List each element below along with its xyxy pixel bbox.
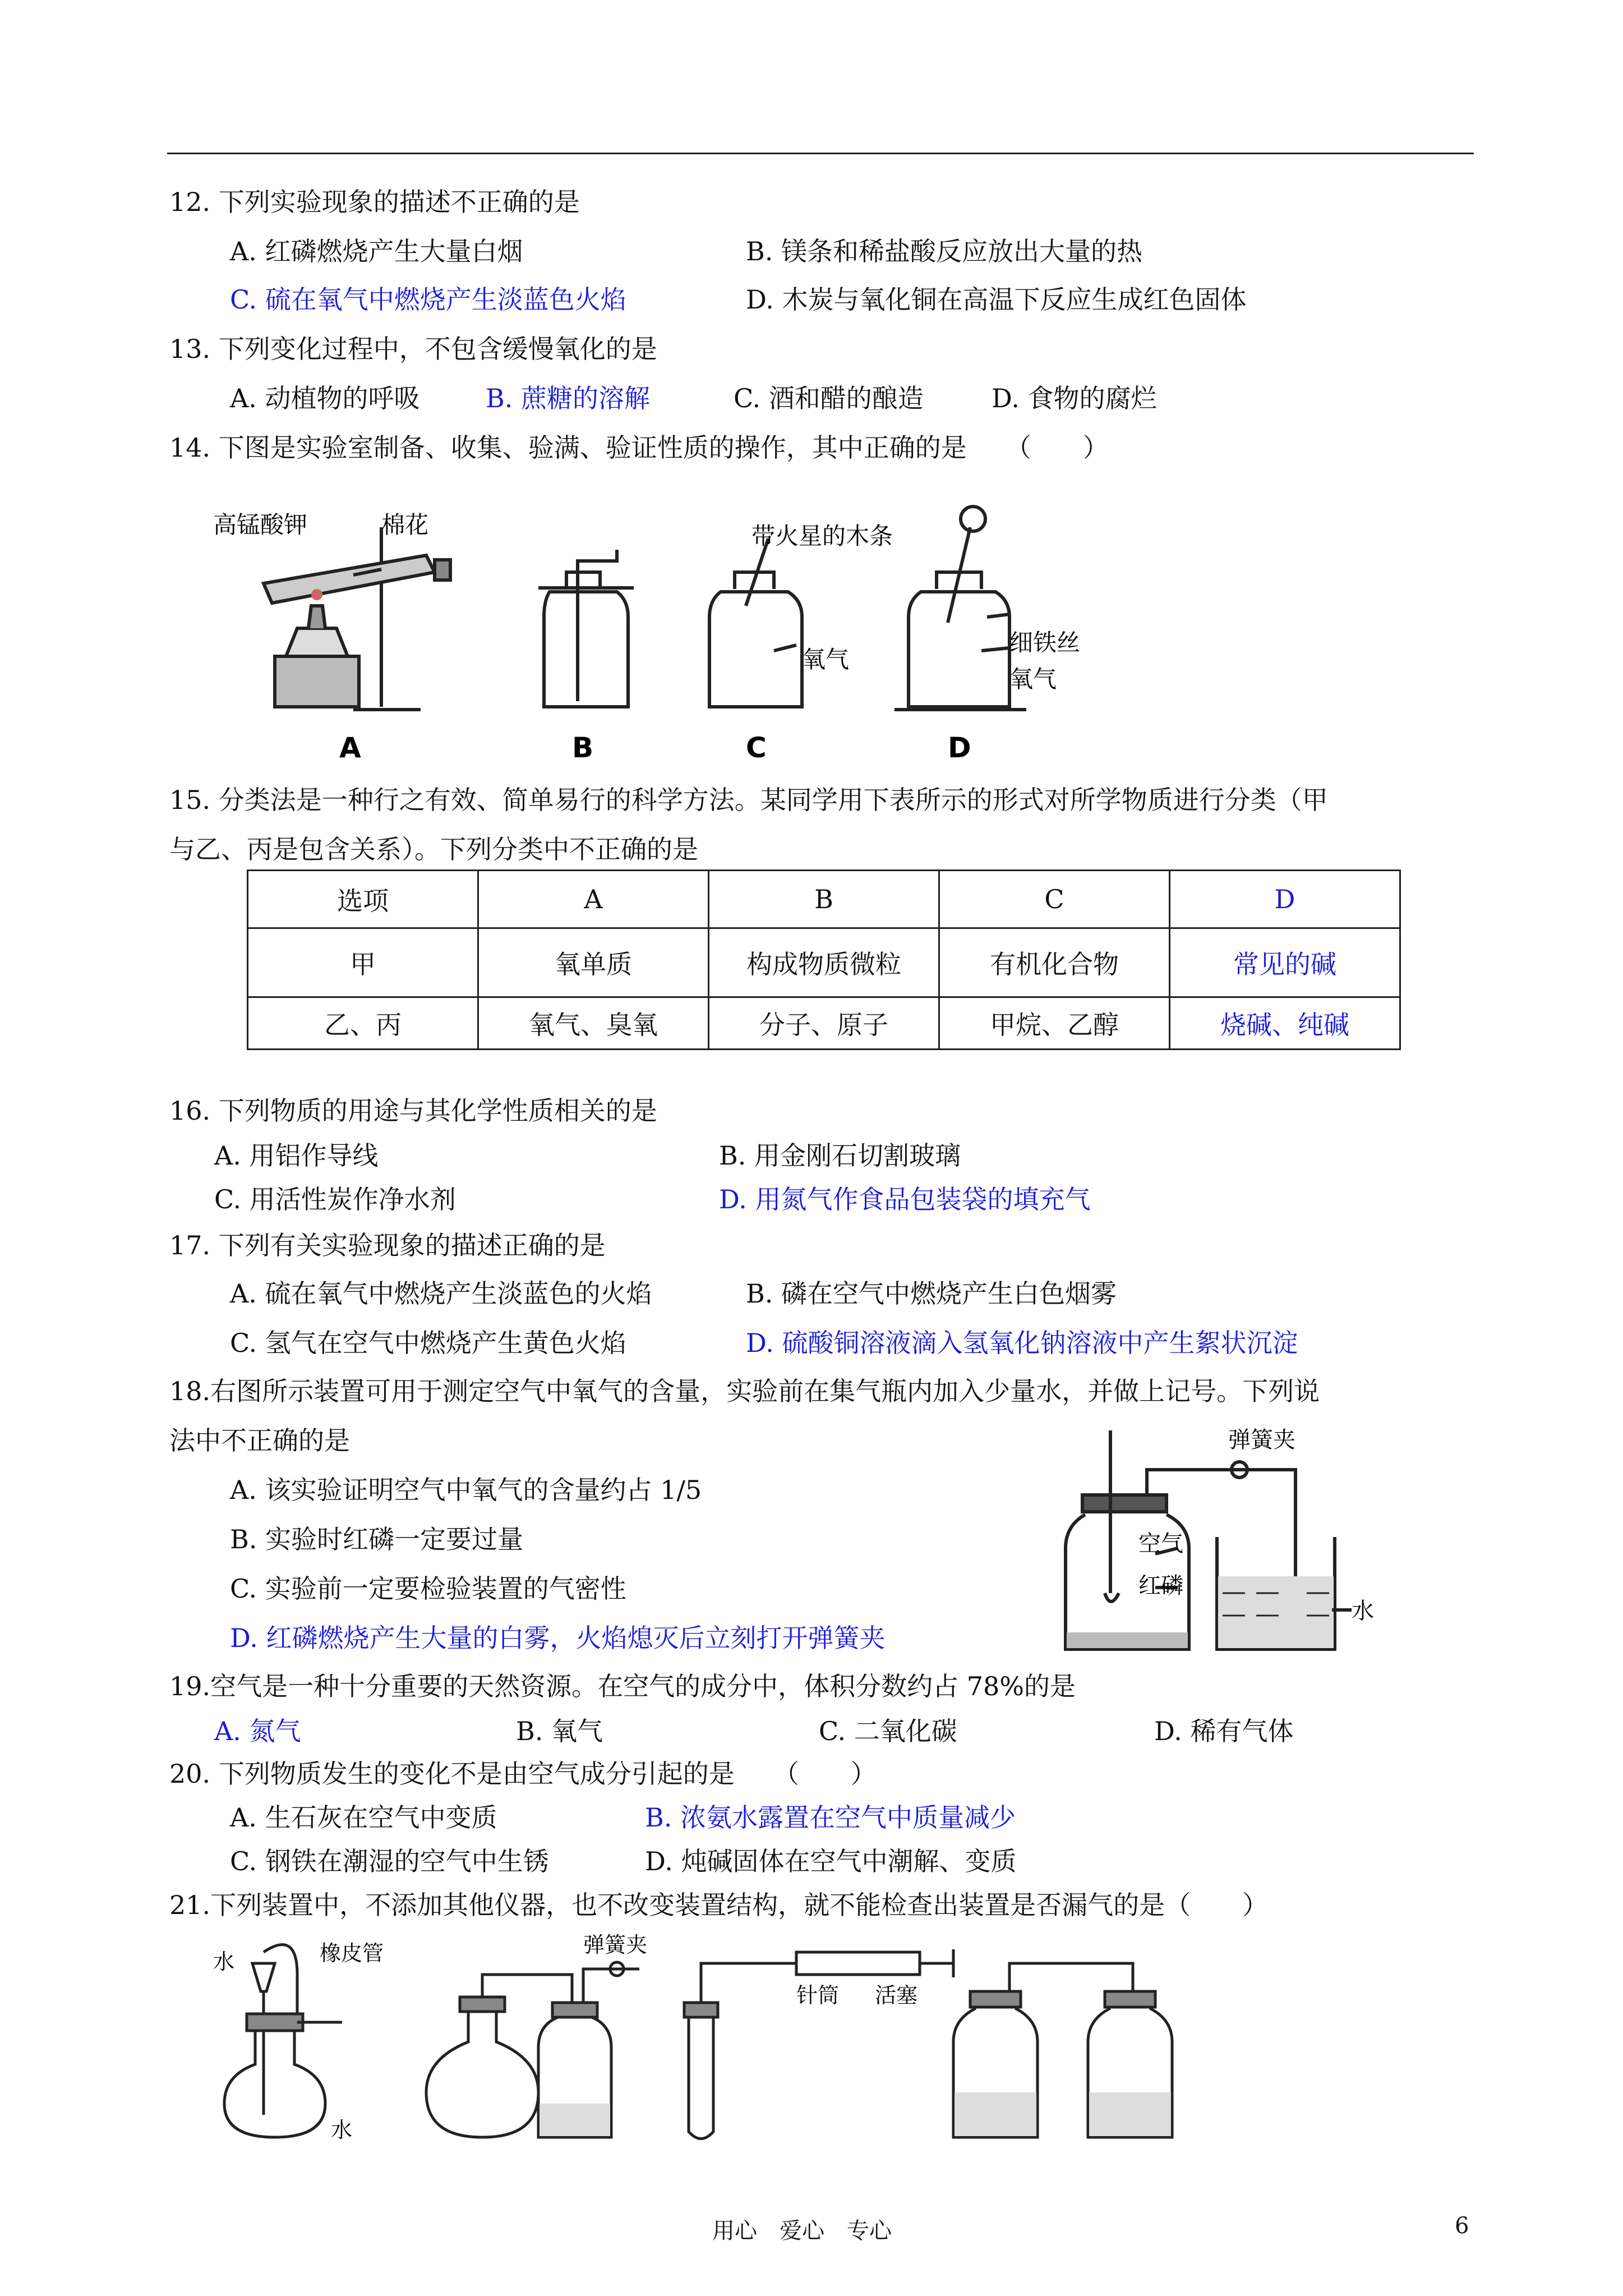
q13-option-a: A. 动植物的呼吸 [230, 383, 420, 413]
q14-figure [213, 494, 1144, 763]
fig21-label-water-bottom: 水 [331, 2118, 353, 2142]
fig18-label-water: 水 [1352, 1598, 1374, 1624]
fig21-label-piston: 活塞 [875, 1983, 918, 2008]
fig14-label-kmno4: 高锰酸钾 [213, 511, 308, 539]
q18-option-c: C. 实验前一定要检验装置的气密性 [230, 1573, 626, 1604]
q20-stem: 20. 下列物质发生的变化不是由空气成分引起的是 （ ） [169, 1759, 877, 1789]
q17-option-d: D. 硫酸铜溶液滴入氢氧化钠溶液中产生絮状沉淀 [746, 1328, 1298, 1358]
fig14-letter-c: C [746, 731, 767, 763]
q18-option-d: D. 红磷燃烧产生大量的白雾，火焰熄灭后立刻打开弹簧夹 [230, 1623, 886, 1653]
table-cell: 烧碱、纯碱 [1170, 997, 1400, 1050]
q12-option-b: B. 镁条和稀盐酸反应放出大量的热 [746, 236, 1143, 266]
q18-option-a: A. 该实验证明空气中氧气的含量约占 1/5 [230, 1475, 702, 1505]
table-cell: 构成物质微粒 [709, 928, 939, 997]
q12-option-d: D. 木炭与氧化铜在高温下反应生成红色固体 [746, 284, 1247, 315]
q17-option-a: A. 硫在氧气中燃烧产生淡蓝色的火焰 [230, 1278, 652, 1309]
fig14-letter-b: B [572, 731, 594, 763]
q20-option-c: C. 钢铁在潮湿的空气中生锈 [230, 1846, 549, 1876]
q19-option-b: B. 氧气 [516, 1716, 603, 1746]
q13-option-b: B. 蔗糖的溶解 [486, 383, 651, 413]
q16-option-a: A. 用铝作导线 [214, 1140, 379, 1171]
q15-classification-table [247, 869, 1401, 1050]
q13-stem: 13. 下列变化过程中，不包含缓慢氧化的是 [169, 334, 657, 364]
fig14-letter-d: D [948, 731, 971, 763]
table-cell: 氧气、臭氧 [478, 997, 709, 1050]
fig14-label-cotton: 棉花 [381, 511, 429, 539]
q17-option-b: B. 磷在空气中燃烧产生白色烟雾 [746, 1278, 1117, 1309]
fig14-label-oxygen-c: 氧气 [802, 646, 850, 673]
q17-option-c: C. 氢气在空气中燃烧产生黄色火焰 [230, 1328, 626, 1358]
q19-option-c: C. 二氧化碳 [819, 1716, 957, 1746]
q18-stem-line1: 18.右图所示装置可用于测定空气中氧气的含量，实验前在集气瓶内加入少量水，并做上记号。下列说 [169, 1376, 1320, 1406]
q18-figure [1054, 1425, 1481, 1660]
table-cell: 甲烷、乙醇 [939, 997, 1170, 1050]
table-header-cell: B [709, 871, 939, 928]
q18-stem-line2: 法中不正确的是 [169, 1425, 350, 1456]
fig18-label-clip: 弹簧夹 [1228, 1427, 1295, 1453]
q15-stem-line2: 与乙、丙是包含关系）。下列分类中不正确的是 [169, 834, 698, 864]
q21-stem: 21.下列装置中，不添加其他仪器，也不改变装置结构，就不能检查出装置是否漏气的是（ ） [169, 1890, 1269, 1920]
table-cell: 乙、丙 [248, 997, 478, 1050]
q19-stem: 19.空气是一种十分重要的天然资源。在空气的成分中，体积分数约占 78%的是 [169, 1671, 1076, 1701]
q15-stem-line1: 15. 分类法是一种行之有效、简单易行的科学方法。某同学用下表所示的形式对所学物质进行分类（甲 [169, 785, 1328, 815]
q16-option-d: D. 用氮气作食品包装袋的填充气 [719, 1184, 1091, 1214]
fig14-label-iron-wire: 细铁丝 [1009, 629, 1081, 656]
fig21-label-clip: 弹簧夹 [583, 1932, 648, 1957]
q14-stem: 14. 下图是实验室制备、收集、验满、验证性质的操作，其中正确的是 （ ） [169, 432, 1109, 463]
q19-option-a: A. 氮气 [214, 1716, 301, 1746]
fig21-label-syringe: 针筒 [796, 1983, 840, 2008]
fig18-label-air: 空气 [1138, 1531, 1183, 1557]
table-cell: 氧单质 [478, 928, 709, 997]
table-row [248, 928, 1400, 997]
table-cell: 常见的碱 [1170, 928, 1400, 997]
table-cell: 分子、原子 [709, 997, 939, 1050]
footer-motto: 用心 爱心 专心 [712, 2218, 892, 2244]
fig18-label-phosphorus: 红磷 [1138, 1573, 1183, 1599]
q12-option-a: A. 红磷燃烧产生大量白烟 [230, 236, 523, 266]
table-cell: 甲 [248, 928, 478, 997]
table-header-cell: D [1170, 871, 1400, 928]
q16-option-b: B. 用金刚石切割玻璃 [719, 1140, 961, 1171]
table-row [248, 871, 1400, 928]
q20-option-a: A. 生石灰在空气中变质 [230, 1802, 497, 1833]
fig21-label-rubber-tube: 橡皮管 [320, 1941, 384, 1966]
fig21-label-water-top: 水 [213, 1949, 235, 1974]
q12-stem: 12. 下列实验现象的描述不正确的是 [169, 187, 580, 217]
fig14-letter-a: A [339, 731, 361, 763]
fig14-label-oxygen-d: 氧气 [1009, 665, 1057, 693]
header-rule [167, 153, 1474, 154]
fig14-label-splint: 带火星的木条 [751, 522, 893, 550]
table-header-cell: A [478, 871, 709, 928]
q13-option-c: C. 酒和醋的酿造 [734, 383, 924, 413]
q20-option-b: B. 浓氨水露置在空气中质量减少 [645, 1802, 1016, 1833]
table-row [248, 997, 1400, 1050]
q13-option-d: D. 食物的腐烂 [992, 383, 1157, 413]
q19-option-d: D. 稀有气体 [1154, 1716, 1294, 1746]
table-header-cell: C [939, 871, 1170, 928]
q21-figure [213, 1930, 1234, 2154]
table-header-cell: 选项 [248, 871, 478, 928]
q20-option-d: D. 炖碱固体在空气中潮解、变质 [645, 1846, 1017, 1876]
q12-option-c: C. 硫在氧气中燃烧产生淡蓝色火焰 [230, 284, 626, 315]
q18-option-b: B. 实验时红磷一定要过量 [230, 1524, 524, 1554]
page-number: 6 [1455, 2213, 1469, 2239]
table-cell: 有机化合物 [939, 928, 1170, 997]
q16-stem: 16. 下列物质的用途与其化学性质相关的是 [169, 1096, 657, 1126]
q17-stem: 17. 下列有关实验现象的描述正确的是 [169, 1230, 606, 1260]
q16-option-c: C. 用活性炭作净水剂 [214, 1184, 456, 1214]
